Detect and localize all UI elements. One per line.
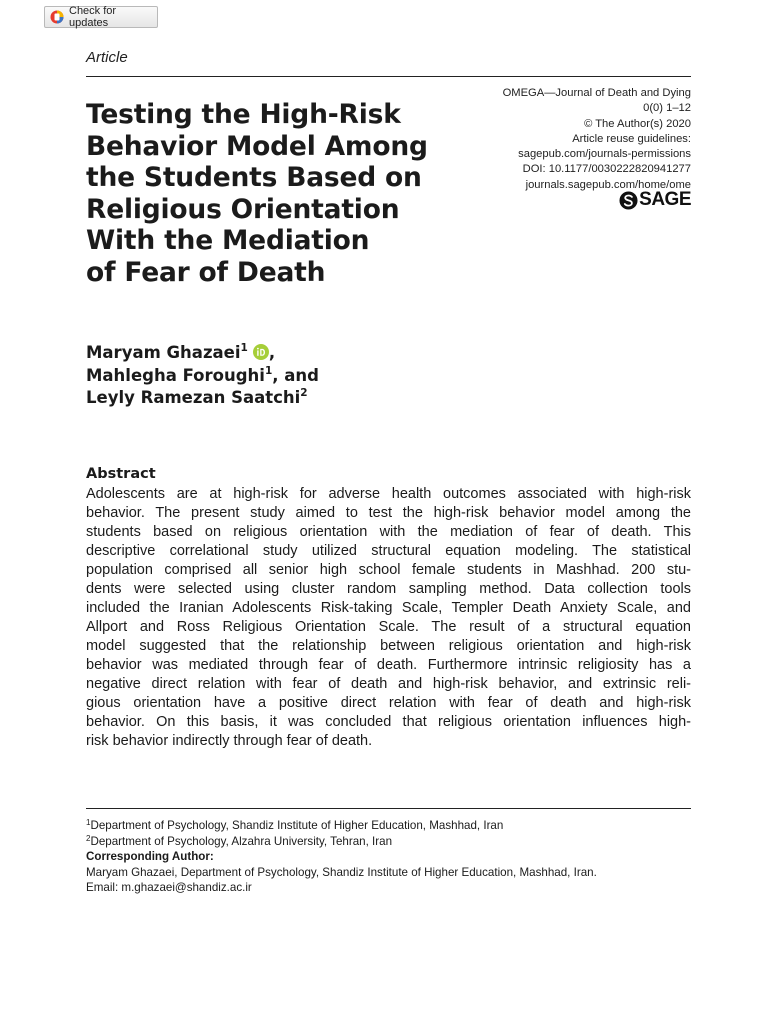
title-line: Religious Orientation [86, 193, 400, 225]
author-name[interactable]: Mahlegha Foroughi [86, 365, 265, 385]
abstract-line: gious orientation have a positive direct relation with fear of death and high-risk [86, 695, 691, 711]
journal-issue: 0(0) 1–12 [643, 102, 691, 115]
abstract-line: risk behavior indirectly through fear of death. [86, 733, 373, 749]
title-line: With the Mediation [86, 225, 370, 256]
abstract-line: negative direct relation with fear of death and high-risk behavior, and extrinsic reli- [86, 676, 691, 692]
abstract-line: model suggested that the relationship between religious orientation and high-risk [86, 638, 691, 654]
copyright-notice: © The Author(s) 2020 [584, 117, 691, 130]
author-separator: , [268, 343, 276, 362]
affiliation-text: Department of Psychology, Alzahra University, Tehran, Iran [90, 834, 393, 848]
abstract-line: behavior was mediated through fear of death. Furthermore intrinsic religiosity has a [86, 657, 691, 673]
abstract-line: behavior. On this basis, it was concluded that religious orientation influences high- [86, 714, 691, 730]
check-for-updates-button[interactable] [44, 6, 158, 28]
abstract-line: included the Iranian Adolescents Risk-taking Scale, Templer Death Anxiety Scale, and [86, 600, 691, 616]
permissions-link[interactable]: sagepub.com/journals-permissions [518, 148, 691, 161]
author-name[interactable]: Leyly Ramezan Saatchi [86, 388, 301, 407]
affiliation-marker: 1 [240, 342, 248, 354]
title-line: of Fear of Death [86, 256, 326, 288]
footnote-rule [86, 808, 691, 809]
sage-s-mark-icon [619, 191, 638, 210]
author-name[interactable]: Maryam Ghazaei [86, 343, 241, 362]
abstract-line: behavior. The present study aimed to test the high-risk behavior model among the [86, 505, 691, 521]
affiliation-footnote [86, 834, 691, 850]
reuse-guidelines-label: Article reuse guidelines: [572, 132, 691, 145]
author-list [86, 342, 486, 410]
title-line: Behavior Model Among [86, 130, 428, 162]
affiliation-number: 1 [86, 818, 91, 827]
author-separator: , and [272, 365, 319, 385]
corresponding-author-heading: Corresponding Author: [86, 850, 214, 864]
title-line: the Students Based on [86, 162, 422, 193]
author-entry [86, 387, 486, 410]
corresponding-author-details: Maryam Ghazaei, Department of Psychology, Shandiz Institute of Higher Education, Mashhad, Iran. [86, 865, 597, 879]
abstract-line: descriptive correlational study utilized structural equation modeling. The statistical [86, 543, 691, 559]
footnotes [86, 818, 691, 896]
author-entry [86, 342, 486, 365]
doi-link[interactable]: DOI: 10.1177/0030222820941277 [522, 163, 691, 176]
abstract-line: Adolescents are at high-risk for adverse health outcomes associated with high-risk [86, 486, 691, 502]
corresponding-author-email[interactable]: Email: m.ghazaei@shandiz.ac.ir [86, 881, 252, 895]
affiliation-marker: 2 [300, 387, 308, 399]
affiliation-number: 2 [86, 833, 91, 843]
title-line: Testing the High-Risk [86, 99, 401, 130]
journal-home-link[interactable]: journals.sagepub.com/home/ome [525, 178, 691, 191]
article-type-label: Article [86, 49, 128, 66]
affiliation-footnote [86, 818, 691, 834]
header-rule [86, 76, 691, 77]
author-entry [86, 365, 486, 388]
abstract-line: dents were selected using cluster random sampling method. Data collection tools [86, 581, 691, 597]
journal-name: OMEGA—Journal of Death and Dying [502, 87, 691, 99]
crossmark-icon [50, 10, 64, 24]
journal-info [431, 86, 691, 193]
abstract-line: Allport and Ross Religious Orientation Scale. The result of a structural equation [86, 619, 691, 635]
sage-logo [619, 189, 691, 211]
abstract-body [86, 485, 691, 751]
abstract-line: population comprised all senior high school female students in Mashhad. 200 stu- [86, 562, 691, 578]
affiliation-text: Department of Psychology, Shandiz Institute of Higher Education, Mashhad, Iran [90, 819, 504, 832]
orcid-icon[interactable] [253, 344, 269, 360]
check-for-updates-label: Check for updates [69, 5, 117, 29]
abstract-heading: Abstract [86, 466, 156, 482]
affiliation-marker: 1 [264, 364, 273, 377]
sage-logo-text: SAGE [639, 189, 691, 210]
article-title [86, 99, 466, 288]
abstract-line: students based on religious orientation with the mediation of fear of death. This [86, 524, 691, 540]
